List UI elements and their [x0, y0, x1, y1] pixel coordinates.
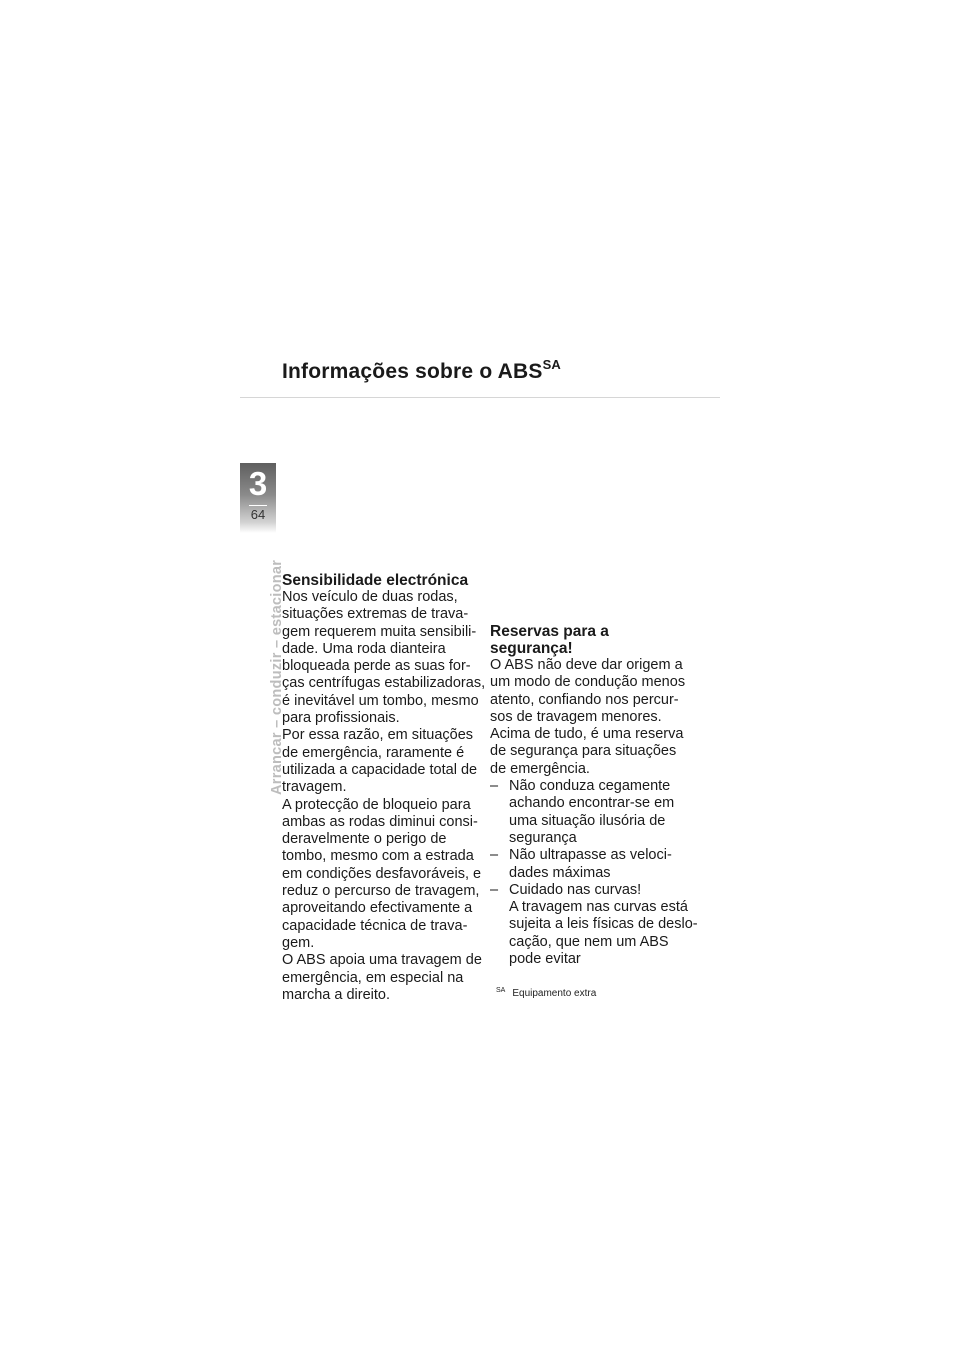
text-line: uma situação ilusória de — [509, 812, 666, 829]
text-line: capacidade técnica de trava- — [282, 917, 468, 934]
chapter-number: 3 — [248, 465, 268, 502]
section-heading: Sensibilidade electrónica — [282, 572, 469, 589]
text-line: cação, que nem um ABS — [509, 933, 669, 950]
text-line: emergência, em especial na — [282, 969, 464, 986]
section-heading — [490, 623, 720, 657]
text-line: de emergência. — [490, 760, 590, 777]
text-line: é inevitável um tombo, mesmo — [282, 692, 479, 709]
section-body — [490, 657, 720, 778]
text-line: deravelmente o perigo de — [282, 831, 447, 848]
text-line: de emergência, raramente é — [282, 744, 465, 761]
text-line: ambas as rodas diminui consi- — [282, 813, 478, 830]
text-line: reduz o percurso de travagem, — [282, 883, 480, 900]
text-line: – Não conduza cegamente — [509, 778, 671, 795]
list-item — [490, 882, 720, 968]
text-line: ças centrífugas estabilizadoras, — [282, 675, 486, 692]
text-line: Por essa razão, em situações — [282, 727, 474, 744]
text-line: tombo, mesmo com a estrada — [282, 848, 474, 865]
text-line: gem. — [282, 934, 315, 951]
footnote-text: Equipamento extra — [512, 988, 597, 999]
text-line: marcha a direito. — [282, 986, 390, 1003]
text-line: atento, confiando nos percur- — [490, 691, 679, 708]
chapter-side-label: Arrancar – conduzir – estacionar — [269, 559, 285, 795]
text-line: sos de travagem menores. — [490, 708, 662, 725]
title-divider — [240, 397, 720, 398]
text-line: A protecção de bloqueio para — [282, 796, 471, 813]
text-line: aproveitando efectivamente a — [282, 900, 473, 917]
text-line: Nos veículo de duas rodas, — [282, 589, 458, 605]
text-line: A travagem nas curvas está — [509, 899, 688, 916]
section-body — [282, 589, 512, 1004]
list-item — [490, 847, 720, 882]
text-line: de segurança para situações — [490, 743, 677, 760]
text-line: situações extremas de trava- — [282, 606, 469, 623]
page-title-text: Informações sobre o ABS — [282, 360, 543, 383]
section-electronic-sensitivity — [282, 572, 512, 1004]
chapter-tab — [240, 463, 276, 533]
chapter-divider — [249, 505, 267, 506]
text-line: pode evitar — [509, 951, 581, 968]
text-line: um modo de condução menos — [490, 674, 686, 691]
list-item — [490, 778, 720, 847]
text-line: O ABS apoia uma travagem de — [282, 952, 482, 969]
text-line: em condições desfavoráveis, e — [282, 865, 482, 882]
text-line: Acima de tudo, é uma reserva — [490, 726, 684, 743]
text-line: dade. Uma roda dianteira — [282, 640, 446, 657]
text-line: utilizada a capacidade total de — [282, 761, 478, 778]
text-line: – Cuidado nas curvas! — [509, 881, 642, 898]
safety-list — [490, 778, 720, 968]
text-line: – Não ultrapasse as veloci- — [509, 847, 672, 864]
text-line: bloqueada perde as suas for- — [282, 658, 471, 675]
section-heading-line: segurança! — [490, 640, 573, 657]
section-heading-line: Reservas para a — [490, 623, 609, 640]
page-title — [282, 357, 562, 384]
text-line: achando encontrar-se em — [509, 795, 675, 812]
text-line: segurança — [509, 829, 577, 846]
text-line: travagem. — [282, 779, 347, 796]
footnote — [496, 988, 596, 999]
text-line: para profissionais. — [282, 710, 400, 727]
text-line: gem requerem muita sensibili- — [282, 623, 477, 640]
text-line: dades máximas — [509, 864, 611, 881]
footnote-marker: SA — [496, 987, 506, 994]
text-line: sujeita a leis físicas de deslo- — [509, 916, 698, 933]
page-number: 64 — [250, 507, 266, 522]
text-line: O ABS não deve dar origem a — [490, 657, 683, 673]
optional-equipment-marker: SA — [542, 357, 562, 372]
section-safety-reserves — [490, 623, 720, 968]
